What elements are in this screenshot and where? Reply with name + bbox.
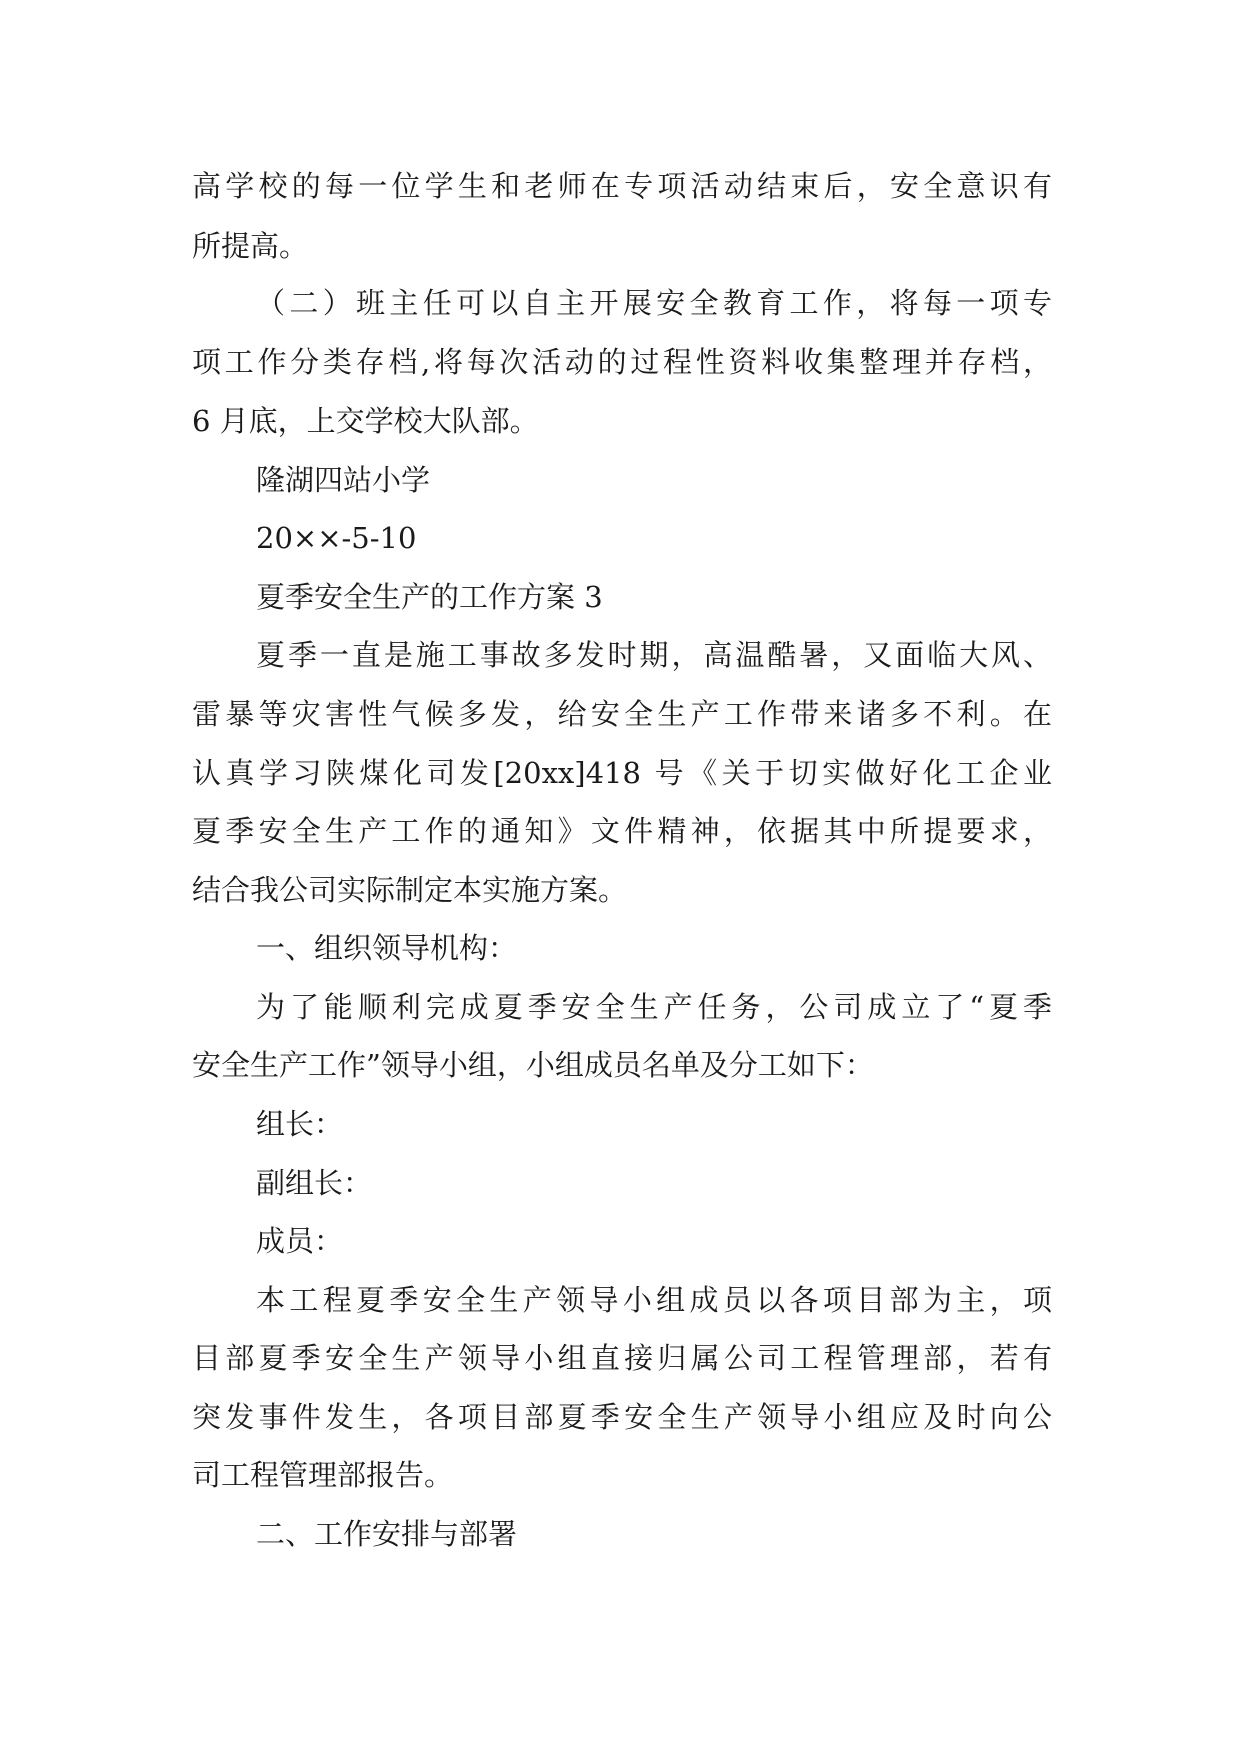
list-item: 副组长： [256, 1166, 373, 1200]
paragraph-line: 夏季安全生产工作的通知》文件精神，依据其中所提要求， [192, 814, 1052, 848]
paragraph-line: 所提高。 [192, 229, 309, 263]
paragraph-line: 安全生产工作”领导小组，小组成员名单及分工如下： [192, 1048, 874, 1082]
paragraph-line: 结合我公司实际制定本实施方案。 [192, 873, 628, 907]
list-item: 组长： [256, 1107, 344, 1141]
paragraph-line: 6 月底，上交学校大队部。 [192, 404, 539, 438]
heading-line: 二、工作安排与部署 [256, 1517, 518, 1551]
paragraph-line: 司工程管理部报告。 [192, 1458, 454, 1492]
signature-school: 隆湖四站小学 [256, 463, 431, 497]
paragraph-line: 认真学习陕煤化司发[20xx]418 号《关于切实做好化工企业 [192, 756, 1052, 790]
paragraph-line: 雷暴等灾害性气候多发，给安全生产工作带来诸多不利。在 [192, 697, 1052, 731]
paragraph-line: 目部夏季安全生产领导小组直接归属公司工程管理部，若有 [192, 1341, 1052, 1375]
paragraph-line: 为了能顺利完成夏季安全生产任务，公司成立了“夏季 [256, 990, 1052, 1024]
paragraph-line: 项工作分类存档,将每次活动的过程性资料收集整理并存档， [192, 345, 1052, 379]
signature-date: 20××-5-10 [256, 521, 417, 555]
paragraph-line: （二）班主任可以自主开展安全教育工作，将每一项专 [256, 286, 1052, 320]
section-title: 夏季安全生产的工作方案 3 [256, 580, 603, 614]
heading-line: 一、组织领导机构： [256, 931, 518, 965]
paragraph-line: 本工程夏季安全生产领导小组成员以各项目部为主，项 [256, 1283, 1052, 1317]
paragraph-line: 突发事件发生，各项目部夏季安全生产领导小组应及时向公 [192, 1400, 1052, 1434]
paragraph-line: 高学校的每一位学生和老师在专项活动结束后，安全意识有 [192, 169, 1052, 203]
paragraph-line: 夏季一直是施工事故多发时期，高温酷暑，又面临大风、 [256, 638, 1052, 672]
list-item: 成员： [256, 1224, 344, 1258]
